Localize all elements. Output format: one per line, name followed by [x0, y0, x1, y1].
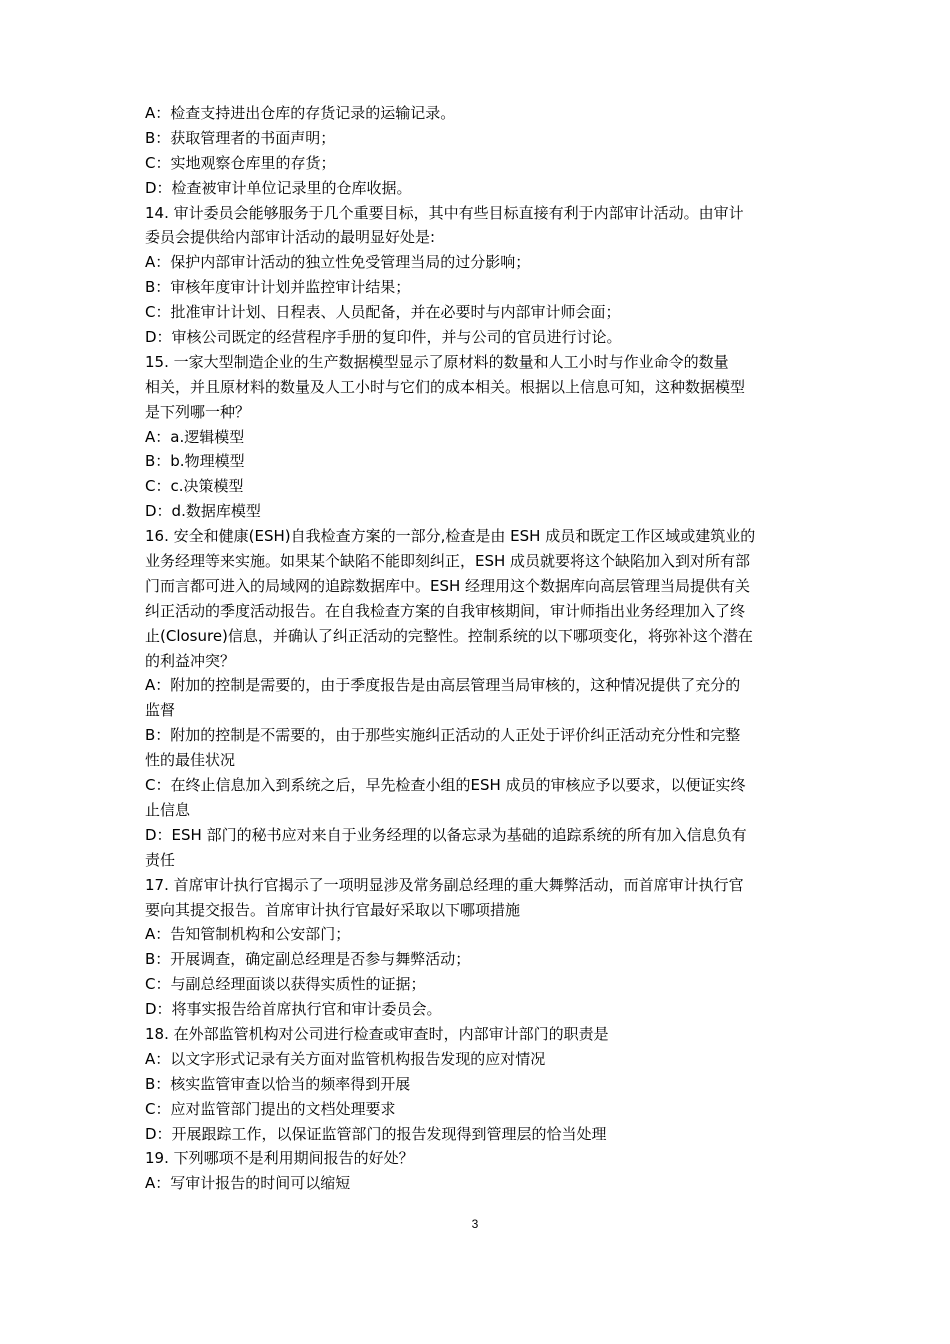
text-line: 14. 审计委员会能够服务于几个重要目标，其中有些目标直接有利于内部审计活动。由审计: [145, 203, 744, 222]
text-line: 是下列哪一种？: [145, 402, 251, 421]
text-line: 纠正活动的季度活动报告。在自我检查方案的自我审核期间，审计师指出业务经理加入了终: [145, 601, 746, 620]
text-line: 门而言都可进入的局域网的追踪数据库中。ESH 经理用这个数据库向高层管理当局提供有关: [145, 576, 751, 595]
page-number: 3: [471, 1217, 479, 1231]
text-line: 性的最佳状况: [145, 751, 236, 770]
text-line: D：d.数据库模型: [145, 502, 261, 521]
text-line: A：附加的控制是需要的，由于季度报告是由高层管理当局审核的，这种情况提供了充分的: [145, 676, 741, 695]
text-line: 委员会提供给内部审计活动的最明显好处是:: [145, 228, 436, 247]
page-body-text: [145, 101, 813, 1196]
text-line: 止信息: [145, 800, 191, 819]
text-line: C：在终止信息加入到系统之后，早先检查小组的ESH 成员的审核应予以要求，以便证实终: [145, 776, 746, 795]
text-line: B：附加的控制是不需要的，由于那些实施纠正活动的人正处于评价纠正活动充分性和完整: [145, 726, 741, 745]
text-line: C：与副总经理面谈以获得实质性的证据；: [145, 975, 426, 994]
text-line: A：a.逻辑模型: [145, 427, 245, 446]
text-line: 17. 首席审计执行官揭示了一项明显涉及常务副总经理的重大舞弊活动，而首席审计执行官: [145, 875, 744, 894]
text-line: 要向其提交报告。首席审计执行官最好采取以下哪项措施: [145, 900, 521, 919]
text-line: A：写审计报告的时间可以缩短: [145, 1174, 351, 1193]
text-line: A：保护内部审计活动的独立性免受管理当局的过分影响；: [145, 253, 531, 272]
text-line: C：c.决策模型: [145, 477, 244, 496]
text-line: B：开展调查，确定副总经理是否参与舞弊活动；: [145, 950, 471, 969]
text-line: D：ESH 部门的秘书应对来自于业务经理的以备忘录为基础的追踪系统的所有加入信息负有: [145, 825, 747, 844]
text-line: 19. 下列哪项不是利用期间报告的好处？: [145, 1149, 414, 1168]
text-line: C：批准审计计划、日程表、人员配备，并在必要时与内部审计师会面；: [145, 303, 621, 322]
text-line: 16. 安全和健康(ESH)自我检查方案的一部分,检查是由 ESH 成员和既定工作区域或建筑业的: [145, 527, 756, 546]
text-line: 止(Closure)信息，并确认了纠正活动的完整性。控制系统的以下哪项变化，将弥补这个潜在: [145, 626, 753, 645]
text-line: 相关，并且原材料的数量及人工小时与它们的成本相关。根据以上信息可知，这种数据模型: [145, 377, 746, 396]
text-line: D：审核公司既定的经营程序手册的复印件，并与公司的官员进行讨论。: [145, 328, 622, 347]
text-line: D：检查被审计单位记录里的仓库收据。: [145, 178, 412, 197]
text-line: 责任: [145, 850, 176, 869]
text-line: A：告知管制机构和公安部门；: [145, 925, 351, 944]
text-line: D：将事实报告给首席执行官和审计委员会。: [145, 1000, 442, 1019]
text-line: B：审核年度审计计划并监控审计结果；: [145, 278, 411, 297]
text-line: C：应对监管部门提出的文档处理要求: [145, 1099, 396, 1118]
text-line: B：获取管理者的书面声明；: [145, 128, 336, 147]
text-line: B：b.物理模型: [145, 452, 245, 471]
text-line: C：实地观察仓库里的存货；: [145, 153, 336, 172]
text-line: 业务经理等来实施。如果某个缺陷不能即刻纠正，ESH 成员就要将这个缺陷加入到对所有部: [145, 552, 751, 571]
text-line: A：以文字形式记录有关方面对监管机构报告发现的应对情况: [145, 1049, 546, 1068]
text-line: A：检查支持进出仓库的存货记录的运输记录。: [145, 104, 456, 122]
text-line: 18. 在外部监管机构对公司进行检查或审查时，内部审计部门的职责是: [145, 1024, 609, 1043]
text-line: 的利益冲突？: [145, 651, 236, 670]
text-line: 监督: [145, 701, 176, 720]
text-line: B：核实监管审查以恰当的频率得到开展: [145, 1074, 411, 1093]
text-line: D：开展跟踪工作，以保证监管部门的报告发现得到管理层的恰当处理: [145, 1124, 607, 1143]
text-line: 15. 一家大型制造企业的生产数据模型显示了原材料的数量和人工小时与作业命令的数量: [145, 352, 729, 371]
